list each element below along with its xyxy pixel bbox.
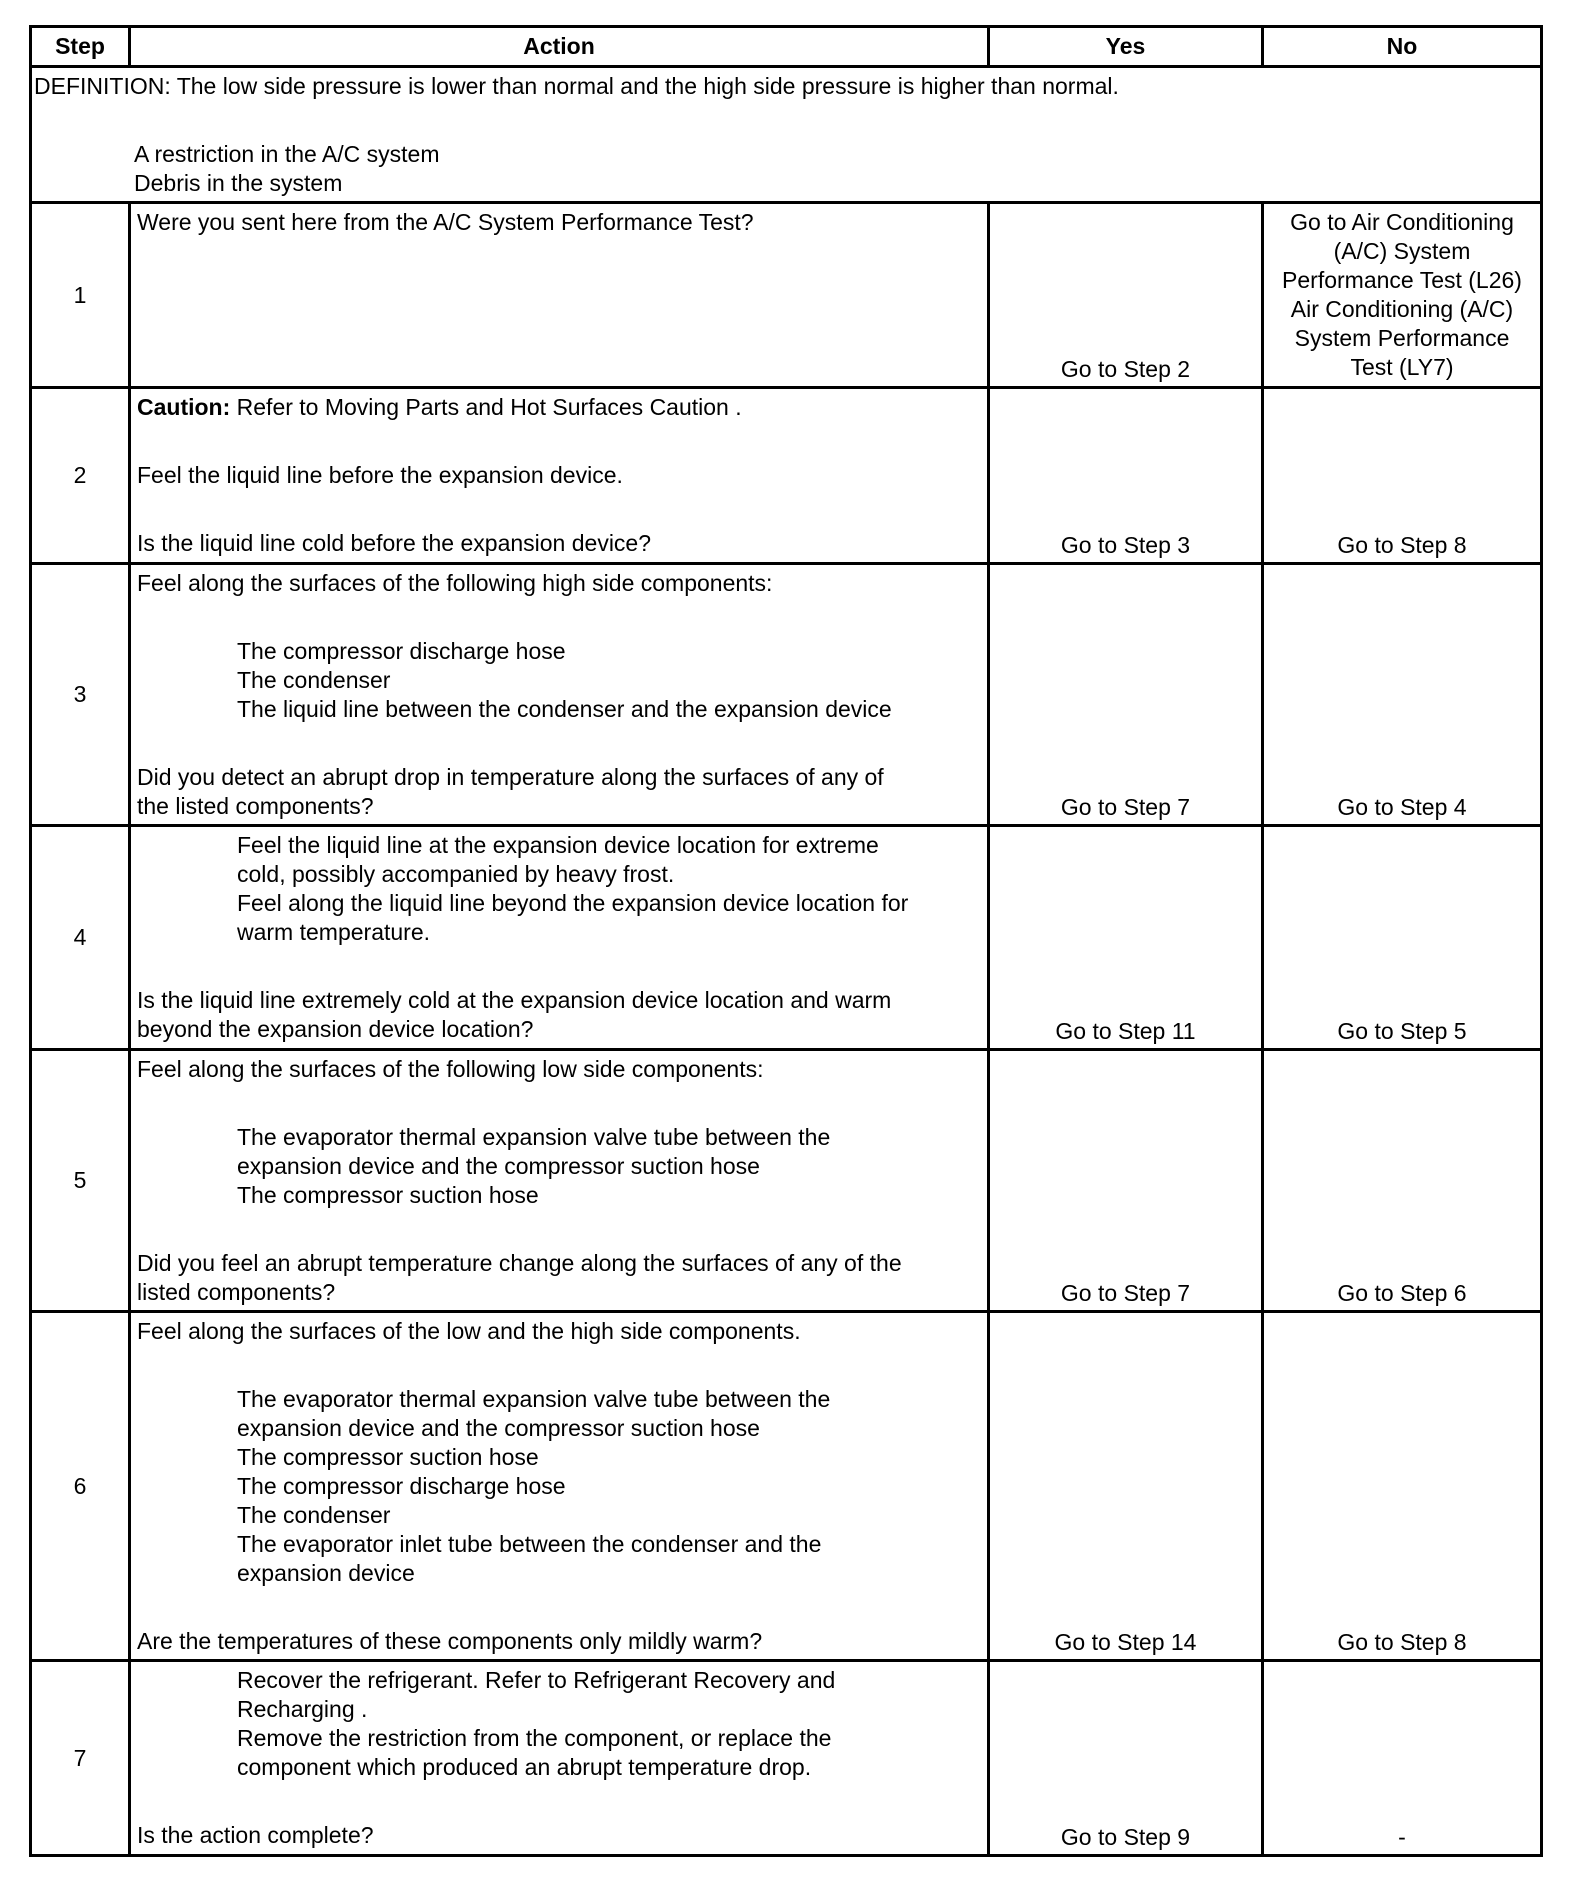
step-number: 5: [31, 1050, 130, 1312]
step-number: 2: [31, 388, 130, 564]
header-yes: Yes: [989, 27, 1263, 67]
step-row-3: [31, 564, 1542, 826]
caution-text: Refer to Moving Parts and Hot Surfaces Caution .: [230, 394, 742, 420]
component-item: The compressor discharge hose: [237, 1473, 566, 1499]
action-cell: [130, 1661, 989, 1856]
step-row-1: [31, 203, 1542, 388]
step-number: 1: [31, 203, 130, 388]
component-item: The compressor suction hose: [237, 1182, 539, 1208]
question-text: the listed components?: [137, 793, 374, 819]
step-row-6: [31, 1312, 1542, 1661]
header-row: [31, 27, 1542, 67]
instruction-item: Feel along the liquid line beyond the expansion device location for: [237, 890, 909, 916]
header-no: No: [1263, 27, 1542, 67]
component-item: The condenser: [237, 1502, 391, 1528]
definition-cell: [31, 67, 1542, 203]
no-result: Go to Step 6: [1263, 1050, 1542, 1312]
intro-text: Feel along the surfaces of the following low side components:: [137, 1056, 764, 1082]
question-text: Did you feel an abrupt temperature change along the surfaces of any of the: [137, 1250, 902, 1276]
action-cell: [130, 388, 989, 564]
instruction-item: warm temperature.: [237, 919, 431, 945]
definition-row: [31, 67, 1542, 203]
instruction-item: Recharging .: [237, 1696, 368, 1722]
component-item: The evaporator thermal expansion valve tube between the: [237, 1124, 831, 1150]
instruction-item: Recover the refrigerant. Refer to Refrigerant Recovery and: [237, 1667, 836, 1693]
action-cell: [130, 1312, 989, 1661]
instruction-item: Remove the restriction from the component, or replace the: [237, 1725, 832, 1751]
component-item: The compressor suction hose: [237, 1444, 539, 1470]
instruction-text: Feel the liquid line before the expansion device.: [137, 462, 623, 488]
yes-result: Go to Step 7: [989, 1050, 1263, 1312]
caution-line: [137, 393, 981, 422]
step-row-4: [31, 826, 1542, 1050]
component-item: expansion device and the compressor suction hose: [237, 1415, 760, 1441]
yes-result: Go to Step 7: [989, 564, 1263, 826]
component-item: The evaporator thermal expansion valve tube between the: [237, 1386, 831, 1412]
step-number: 6: [31, 1312, 130, 1661]
cause-item: Debris in the system: [134, 170, 343, 196]
definition-text: DEFINITION: The low side pressure is lower than normal and the high side pressure is higher than normal.: [34, 73, 1119, 99]
component-item: expansion device and the compressor suction hose: [237, 1153, 760, 1179]
no-result: Go to Step 5: [1263, 826, 1542, 1050]
no-result: Go to Step 8: [1263, 1312, 1542, 1661]
instruction-item: cold, possibly accompanied by heavy frost.: [237, 861, 675, 887]
action-cell: [130, 564, 989, 826]
yes-result: Go to Step 3: [989, 388, 1263, 564]
step-row-2: [31, 388, 1542, 564]
component-item: The evaporator inlet tube between the condenser and the: [237, 1531, 822, 1557]
step-row-5: [31, 1050, 1542, 1312]
component-item: The condenser: [237, 667, 391, 693]
cause-item: A restriction in the A/C system: [134, 141, 440, 167]
step-number: 7: [31, 1661, 130, 1856]
intro-text: Feel along the surfaces of the following high side components:: [137, 570, 773, 596]
diagnostic-table: [29, 25, 1543, 1857]
intro-text: Feel along the surfaces of the low and the high side components.: [137, 1318, 801, 1344]
no-result: -: [1263, 1661, 1542, 1856]
question-text: beyond the expansion device location?: [137, 1016, 534, 1042]
step-row-7: [31, 1661, 1542, 1856]
question-text: Is the action complete?: [137, 1822, 374, 1848]
question-text: Is the liquid line cold before the expansion device?: [137, 530, 652, 556]
yes-result: Go to Step 2: [989, 203, 1263, 388]
question-text: Were you sent here from the A/C System Performance Test?: [137, 209, 754, 235]
yes-result: Go to Step 11: [989, 826, 1263, 1050]
action-cell: [130, 203, 989, 388]
instruction-item: component which produced an abrupt temperature drop.: [237, 1754, 812, 1780]
question-text: listed components?: [137, 1279, 336, 1305]
step-number: 4: [31, 826, 130, 1050]
component-item: The compressor discharge hose: [237, 638, 566, 664]
action-cell: [130, 1050, 989, 1312]
yes-result: Go to Step 9: [989, 1661, 1263, 1856]
no-result: Go to Step 8: [1263, 388, 1542, 564]
no-result: Go to Air Conditioning (A/C) System Performance Test (L26) Air Conditioning (A/C) System Performance Test (LY7): [1263, 203, 1542, 388]
question-text: Did you detect an abrupt drop in temperature along the surfaces of any of: [137, 764, 884, 790]
no-result: Go to Step 4: [1263, 564, 1542, 826]
question-text: Is the liquid line extremely cold at the expansion device location and warm: [137, 987, 892, 1013]
caution-label: Caution:: [137, 394, 231, 420]
component-item: The liquid line between the condenser and the expansion device: [237, 696, 892, 722]
header-action: Action: [130, 27, 989, 67]
action-cell: [130, 826, 989, 1050]
instruction-item: Feel the liquid line at the expansion device location for extreme: [237, 832, 879, 858]
question-text: Are the temperatures of these components only mildly warm?: [137, 1628, 763, 1654]
header-step: Step: [31, 27, 130, 67]
step-number: 3: [31, 564, 130, 826]
yes-result: Go to Step 14: [989, 1312, 1263, 1661]
component-item: expansion device: [237, 1560, 415, 1586]
